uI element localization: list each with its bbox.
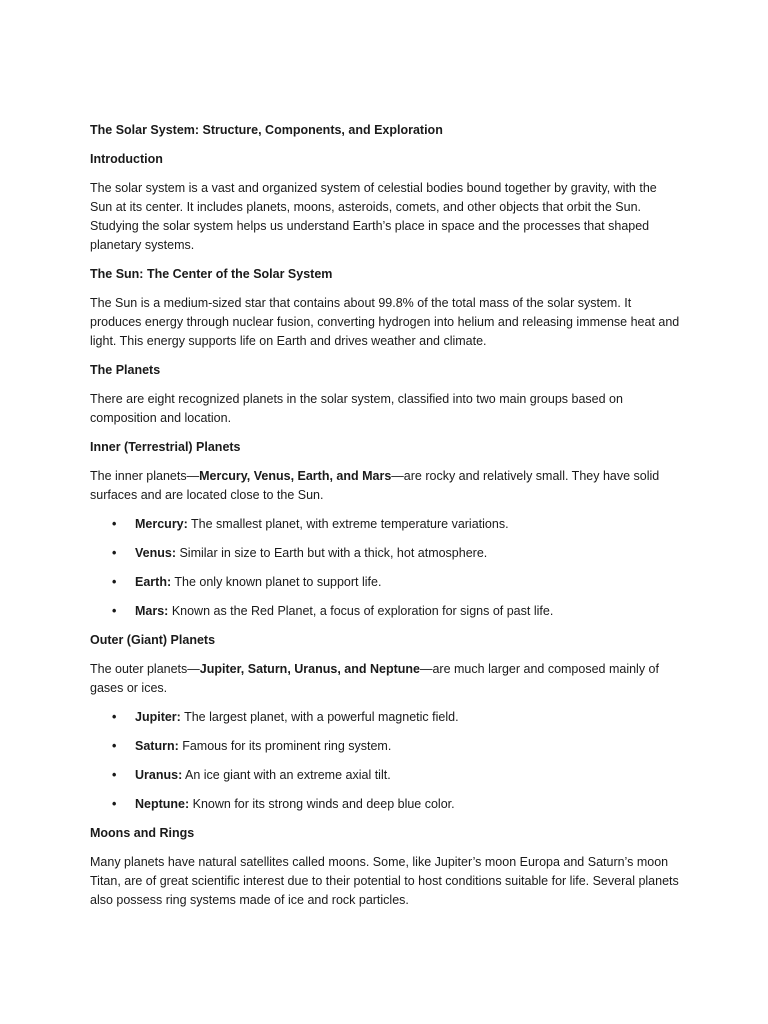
item-name: Uranus: [135, 768, 183, 782]
paragraph-planets: There are eight recognized planets in the solar system, classified into two main groups based on composition and location. [90, 392, 623, 425]
document-page [90, 121, 680, 920]
inner-text-before: The inner planets— [90, 469, 200, 483]
outer-planets-list [90, 708, 680, 814]
list-item-mars [90, 602, 680, 621]
list-item-earth [90, 573, 680, 592]
outer-text-after: —are much larger and composed mainly of gases or ices. [90, 662, 659, 695]
item-name: Venus: [135, 546, 176, 560]
list-item-jupiter [90, 708, 680, 727]
item-desc: Known as the Red Planet, a focus of exploration for signs of past life. [168, 604, 554, 618]
bullet-icon: • [112, 546, 117, 560]
list-item-neptune [90, 795, 680, 814]
item-desc: The only known planet to support life. [171, 575, 382, 589]
inner-planets-list [90, 515, 680, 621]
item-desc: Known for its strong winds and deep blue color. [189, 797, 455, 811]
paragraph-moons-rings: Many planets have natural satellites called moons. Some, like Jupiter’s moon Europa and Saturn’s moon Titan, are of great scientific interest due to their potential to host conditions suitable for life. Several planets also possess ring systems made of ice and rock particles. [90, 855, 679, 907]
inner-text-bold: Mercury, Venus, Earth, and Mars [199, 469, 392, 483]
bullet-icon: • [112, 768, 117, 782]
paragraph-introduction: The solar system is a vast and organized system of celestial bodies bound together by gravity, with the Sun at its center. It includes planets, moons, asteroids, comets, and other objects that orbit the Sun. Studying the solar system helps us understand Earth’s place in space and the processes that shaped planetary systems. [90, 181, 657, 252]
bullet-icon: • [112, 797, 117, 811]
item-desc: An ice giant with an extreme axial tilt. [182, 768, 391, 782]
paragraph-sun: The Sun is a medium-sized star that contains about 99.8% of the total mass of the solar system. It produces energy through nuclear fusion, converting hydrogen into helium and releasing immense heat and light. This energy supports life on Earth and drives weather and climate. [90, 296, 680, 348]
outer-text-before: The outer planets— [90, 662, 200, 676]
section-heading-moons-rings: Moons and Rings [90, 826, 195, 840]
section-heading-outer-planets: Outer (Giant) Planets [90, 633, 216, 647]
list-item-venus [90, 544, 680, 563]
list-item-saturn [90, 737, 680, 756]
item-desc: Similar in size to Earth but with a thick, hot atmosphere. [176, 546, 488, 560]
section-heading-planets: The Planets [90, 363, 161, 377]
bullet-icon: • [112, 604, 117, 618]
item-name: Mercury: [135, 517, 188, 531]
paragraph-outer-planets [90, 660, 680, 698]
bullet-icon: • [112, 517, 117, 531]
section-heading-introduction: Introduction [90, 152, 163, 166]
outer-text-bold: Jupiter, Saturn, Uranus, and Neptune [199, 662, 420, 676]
section-heading-inner-planets: Inner (Terrestrial) Planets [90, 440, 241, 454]
document-title: The Solar System: Structure, Components, and Exploration [90, 123, 443, 137]
list-item-uranus [90, 766, 680, 785]
item-name: Saturn: [135, 739, 179, 753]
bullet-icon: • [112, 710, 117, 724]
item-name: Mars: [135, 604, 169, 618]
item-desc: The smallest planet, with extreme temperature variations. [187, 517, 509, 531]
item-name: Jupiter: [135, 710, 181, 724]
item-name: Neptune: [135, 797, 190, 811]
item-name: Earth: [135, 575, 172, 589]
item-desc: The largest planet, with a powerful magnetic field. [180, 710, 459, 724]
item-desc: Famous for its prominent ring system. [178, 739, 392, 753]
inner-text-after: —are rocky and relatively small. They have solid surfaces and are located close to the Sun. [90, 469, 660, 502]
list-item-mercury [90, 515, 680, 534]
bullet-icon: • [112, 739, 117, 753]
bullet-icon: • [112, 575, 117, 589]
section-heading-sun: The Sun: The Center of the Solar System [90, 267, 333, 281]
paragraph-inner-planets [90, 467, 680, 505]
